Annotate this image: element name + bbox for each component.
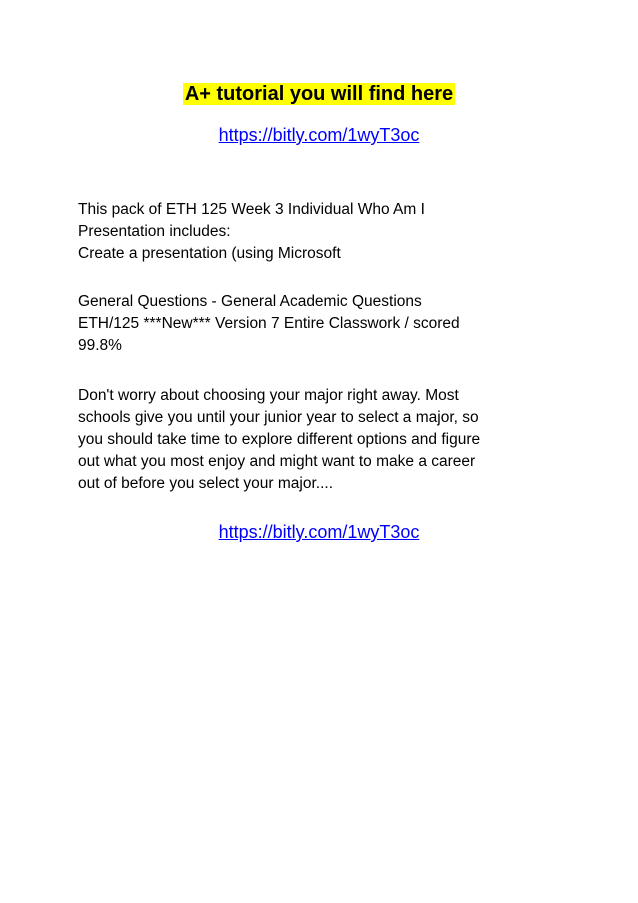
paragraph-line: ETH/125 ***New*** Version 7 Entire Classwork / scored [78,315,460,332]
paragraph-line: Create a presentation (using Microsoft [78,245,341,262]
paragraph-line: This pack of ETH 125 Week 3 Individual Who Am I [78,201,425,218]
paragraph-line: out what you most enjoy and might want to make a career [78,453,476,470]
paragraph-intro [78,199,558,265]
page-title [0,80,638,108]
tutorial-link-top[interactable]: https://bitly.com/1wyT3oc [218,125,420,145]
paragraph-advice [78,385,558,495]
tutorial-link-bottom[interactable]: https://bitly.com/1wyT3oc [218,522,420,542]
paragraph-line: Presentation includes: [78,223,231,240]
paragraph-questions [78,291,558,357]
highlighted-title: A+ tutorial you will find here [184,83,454,105]
paragraph-line: schools give you until your junior year to select a major, so [78,409,479,426]
paragraph-line: Don't worry about choosing your major right away. Most [78,387,459,404]
paragraph-line: 99.8% [78,337,122,354]
paragraph-line: you should take time to explore different options and figure [78,431,481,448]
paragraph-line: General Questions - General Academic Questions [78,293,422,310]
paragraph-line: out of before you select your major.... [78,475,334,492]
